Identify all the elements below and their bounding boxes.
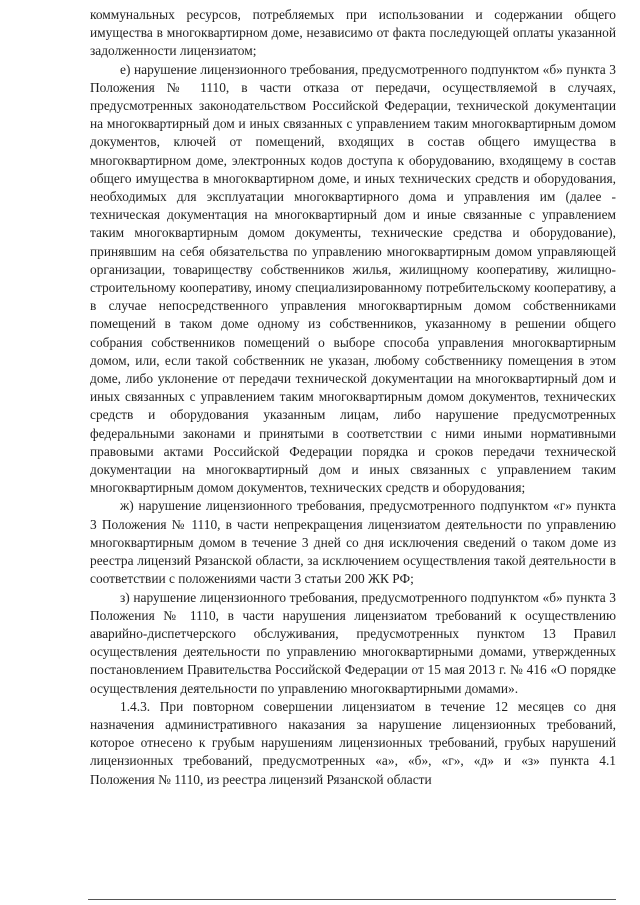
document-body xyxy=(90,6,616,789)
page-bottom-divider xyxy=(88,899,616,900)
paragraph-item-e: е) нарушение лицензионного требования, предусмотренного подпунктом «б» пункта 3 Положения № 1110, в части отказа от передачи, осуществляемой в случаях, предусмотренных законодательством Российской Федерации, технической документации на многоквартирный дом и иных связанных с управлением таким многоквартирным домом документов, ключей от помещений, входящих в состав общего имущества в многоквартирном доме, электронных кодов доступа к оборудованию, входящему в состав общего имущества в многоквартирном доме, и иных технических средств и оборудования, необходимых для эксплуатации многоквартирного дома и управления им (далее - техническая документация на многоквартирный дом и иные связанные с управлением таким многоквартирным домом документы, технические средства и оборудование), принявшим на себя обязательства по управлению многоквартирным домом управляющей организации, товариществу собственников жилья, жилищному кооперативу, жилищно-строительному кооперативу, иному специализированному потребительскому кооперативу, а в случае непосредственного управления многоквартирным домом собственниками помещений в таком доме одному из собственников, указанному в решении общего собрания собственников помещений о выборе способа управления многоквартирным домом, или, если такой собственник не указан, любому собственнику помещения в этом доме, либо уклонение от передачи технической документации на многоквартирный дом и иных связанных с управлением таким многоквартирным домом документов, технических средств и оборудования указанным лицам, либо нарушение предусмотренных федеральными законами и принятыми в соответствии с ними иными нормативными правовыми актами Российской Федерации порядка и сроков передачи технической документации на многоквартирный дом и иных связанных с управлением таким многоквартирным домом документов, технических средств и оборудования; xyxy=(90,61,616,496)
paragraph-1-4-3: 1.4.3. При повторном совершении лицензиатом в течение 12 месяцев со дня назначения административного наказания за нарушение лицензионных требований, которое отнесено к грубым нарушениям лицензионных требований, грубых нарушений лицензионных требований, предусмотренных «а», «б», «г», «д» и «з» пункта 4.1 Положения № 1110, из реестра лицензий Рязанской области xyxy=(90,698,616,787)
paragraph-item-z: з) нарушение лицензионного требования, предусмотренного подпунктом «б» пункта 3 Положения № 1110, в части нарушения лицензиатом требований к осуществлению аварийно-диспетчерского обслуживания, предусмотренных пунктом 13 Правил осуществления деятельности по управлению многоквартирными домами, утвержденных постановлением Правительства Российской Федерации от 15 мая 2013 г. № 416 «О порядке осуществления деятельности по управлению многоквартирными домами». xyxy=(90,589,616,696)
paragraph-continuation: коммунальных ресурсов, потребляемых при использовании и содержании общего имущества в многоквартирном доме, независимо от факта последующей оплаты указанной задолженности лицензиатом; xyxy=(90,7,616,59)
paragraph-item-zh: ж) нарушение лицензионного требования, предусмотренного подпунктом «г» пункта 3 Положения № 1110, в части непрекращения лицензиатом деятельности по управлению многоквартирным домом в течение 3 дней со дня исключения сведений о таком доме из реестра лицензий Рязанской области, за исключением осуществления такой деятельности в соответствии с положениями части 3 статьи 200 ЖК РФ; xyxy=(90,498,616,587)
